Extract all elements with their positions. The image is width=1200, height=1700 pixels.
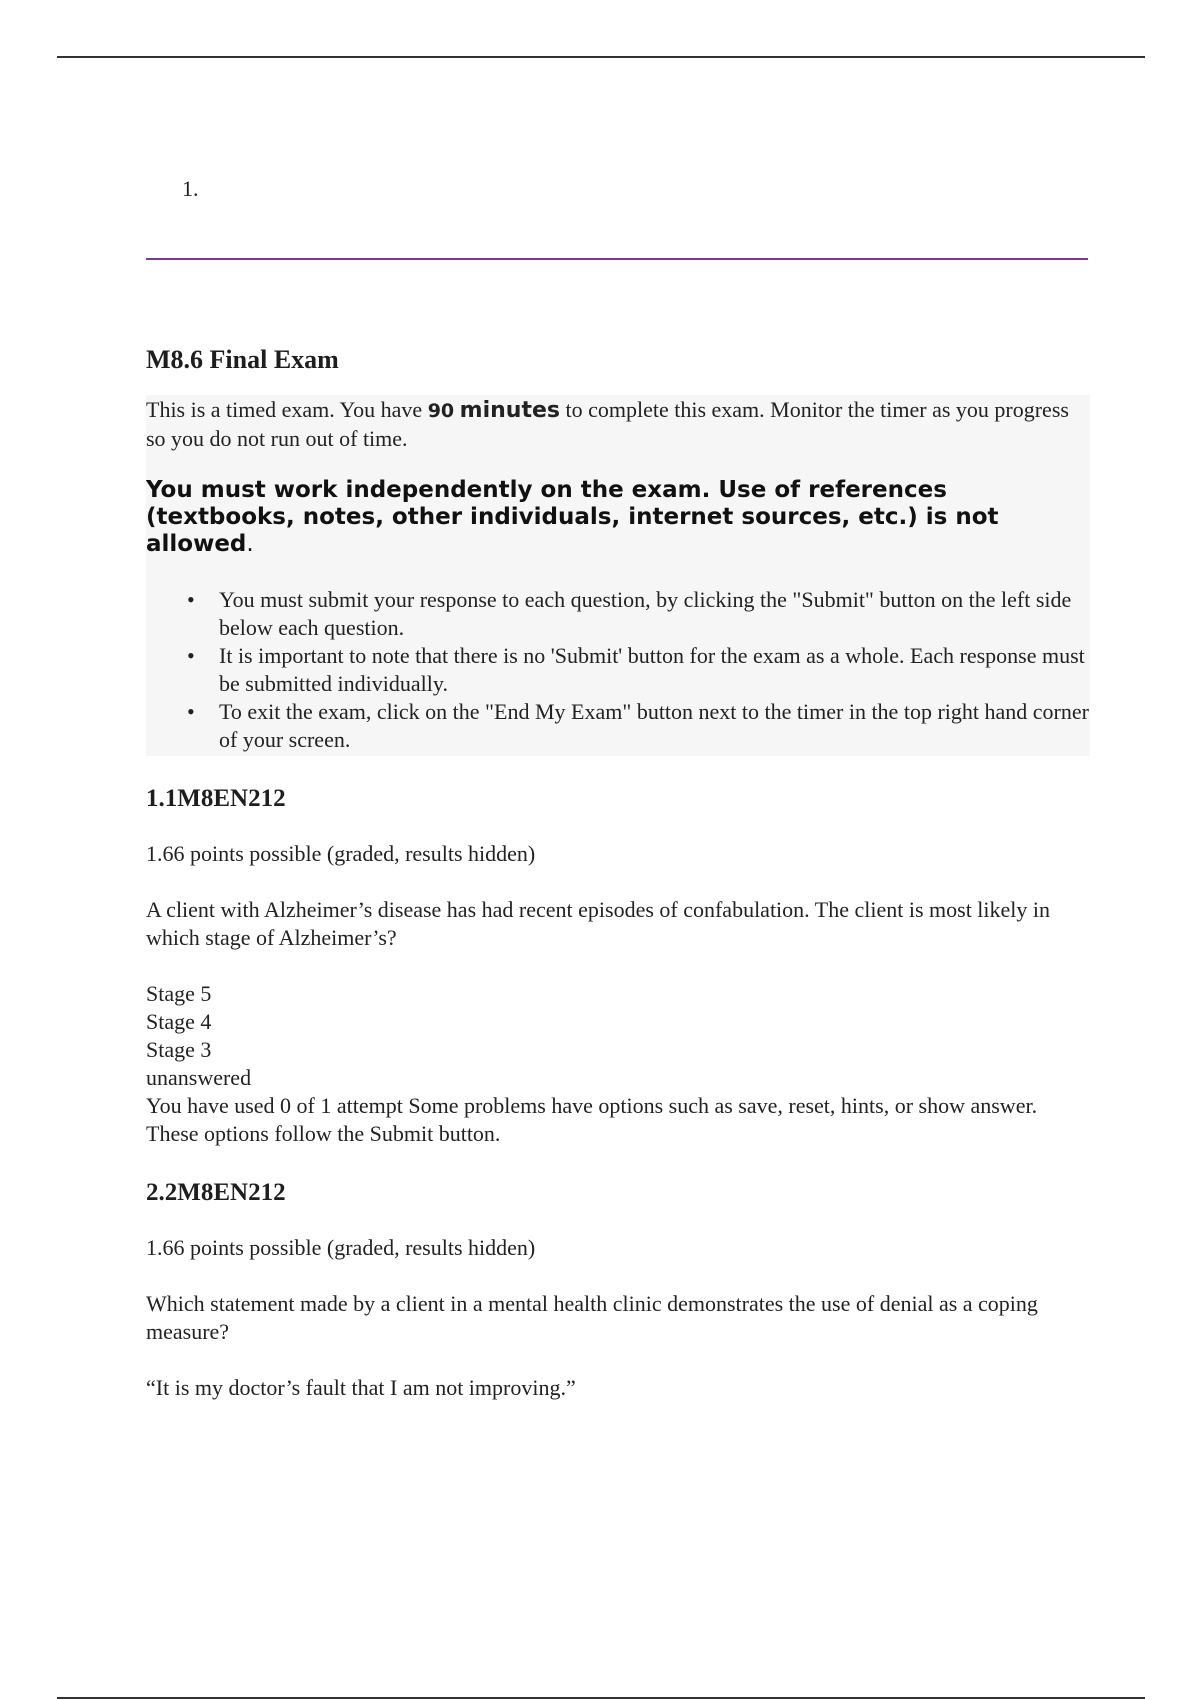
question-options: [146, 980, 1090, 1148]
exam-instructions: [146, 395, 1090, 756]
question-heading: 2.2M8EN212: [146, 1179, 286, 1206]
answer-option[interactable]: “It is my doctor’s fault that I am not improving.”: [146, 1375, 576, 1400]
page-bottom-rule: [57, 1697, 1145, 1699]
independence-warning: [146, 477, 1090, 558]
timed-intro: [146, 395, 1090, 453]
warning-period: .: [246, 531, 254, 557]
page-top-rule: [57, 56, 1145, 58]
timed-intro-pre: This is a timed exam. You have: [146, 397, 428, 422]
timed-intro-num: 90: [427, 400, 455, 422]
question-options: [146, 1374, 1090, 1402]
instruction-text: To exit the exam, click on the "End My Exam" button next to the timer in the top right hand corner of your screen.: [219, 699, 1089, 752]
timed-intro-post: to complete this exam. Monitor the timer as you progress so you do not run out of time.: [146, 397, 1069, 451]
question-points: 1.66 points possible (graded, results hidden): [146, 841, 536, 866]
question-heading: 1.1M8EN212: [146, 785, 286, 812]
question-text: Which statement made by a client in a mental health clinic demonstrates the use of denial as a coping measure?: [146, 1291, 1038, 1344]
answer-status: unanswered: [146, 1065, 252, 1090]
instruction-item: [187, 698, 1090, 754]
exam-content: [146, 345, 1090, 1402]
answer-option[interactable]: Stage 4: [146, 1009, 212, 1034]
bullet-icon: •: [187, 643, 195, 668]
instruction-list: [146, 586, 1090, 756]
question-text: A client with Alzheimer’s disease has had recent episodes of confabulation. The client is most likely in which stage of Alzheimer’s?: [146, 897, 1051, 950]
warning-text: You must work independently on the exam. Use of references (textbooks, notes, other individuals, internet sources, etc.) is not allowed: [146, 477, 999, 557]
attempts-note: You have used 0 of 1 attempt Some problems have options such as save, reset, hints, or show answer. These options follow the Submit button.: [146, 1093, 1038, 1146]
bullet-icon: •: [187, 699, 195, 724]
instruction-item: [187, 586, 1090, 642]
list-number: 1.: [182, 176, 199, 201]
section-divider: [146, 258, 1088, 260]
bullet-icon: •: [187, 587, 195, 612]
exam-title: M8.6 Final Exam: [146, 345, 339, 374]
instruction-text: You must submit your response to each question, by clicking the "Submit" button on the left side below each question.: [219, 587, 1072, 640]
instruction-text: It is important to note that there is no 'Submit' button for the exam as a whole. Each response must be submitted individually.: [219, 643, 1085, 696]
answer-option[interactable]: Stage 3: [146, 1037, 212, 1062]
answer-option[interactable]: Stage 5: [146, 981, 212, 1006]
instruction-item: [187, 642, 1090, 698]
question-points: 1.66 points possible (graded, results hidden): [146, 1235, 536, 1260]
timed-intro-unit: minutes: [459, 398, 560, 423]
